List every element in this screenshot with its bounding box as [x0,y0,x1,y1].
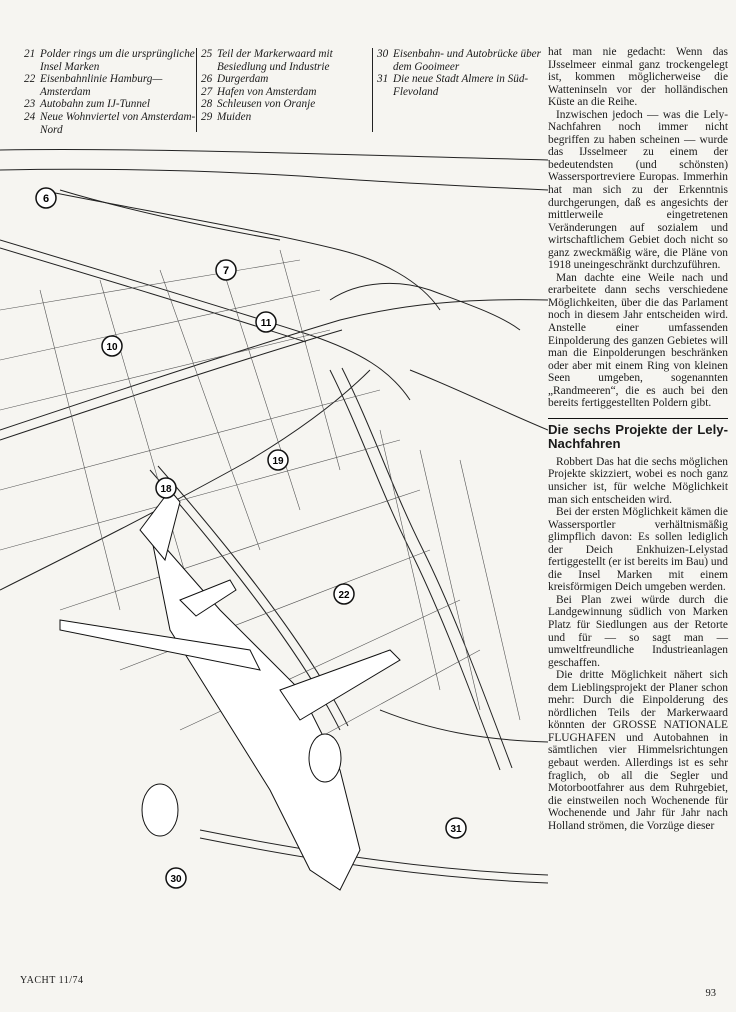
legend-entry: 28 Schleusen von Oranje [201,98,316,111]
bridge-gooimeer [200,830,548,875]
bridge-gooimeer-deck [200,838,548,883]
legend-entry: 29 Muiden [201,110,252,123]
legend-entry: 24 Neue Wohnviertel von Amsterdam-Nord [24,110,196,136]
article-text-column [548,46,728,832]
marker-31 [446,818,466,838]
legend-entry: 21 Polder rings um die ursprüngliche Insel Marken [24,48,195,73]
magazine-issue-label: YACHT 11/74 [20,975,84,986]
highway-south [330,370,500,770]
shoreline-east [330,283,520,330]
coast-marken [410,370,548,430]
svg-text:18: 18 [160,484,172,495]
svg-text:11: 11 [260,318,272,329]
paragraph: Bei der ersten Möglichkeit kämen die Wassersportler verhältnismäßig glimpflich davon: Es sollen lediglich der Deich Enkhuizen-Lelystad fertiggestellt (er ist bereits im Bau) und die Insel Marken mit einem kreisförmigen Deich umgeben werden. [548,506,728,594]
legend-entry: 31 Die neue Stadt Almere in Süd-Flevoland [377,73,529,98]
marker-6 [36,188,56,208]
paragraph: Die dritte Möglichkeit nähert sich dem Lieblingsprojekt der Planer schon mehr: Durch die Einpolderung des nördlichen Teils der Markerwaard könnten der GROSSE NATIONALE FLUGHAFEN und Autobahnen in sämtlichen vier Himmelsrichtungen gebaut werden. Allerdings ist es sehr fraglich, ob all die Segler und Motorbootfahrer aus dem Ruhrgebiet, die einstweilen noch Wochenende für Wochenende und Jahr für Jahr nach Holland strömen, die Vorzüge dieser [548,669,728,832]
paragraph: Bei Plan zwei würde durch die Landgewinnung südlich von Marken Platz für Siedlungen aus der Retorte und für — so sagt man — umweltfreundliche Industrieanlagen geschaffen. [548,593,728,669]
marker-18 [156,478,176,498]
legend-column-2 [196,48,375,132]
road-diagonal [0,370,370,590]
legend-entry: 30 Eisenbahn- und Autobrücke über dem Gooimeer [377,48,541,73]
section-heading: Die sechs Projekte der Lely-Nachfahren [548,418,728,452]
paragraph: Man dachte eine Weile nach und erarbeitete dann sechs verschiedene Möglichkeiten, über die das Parlament noch in diesem Jahr entscheiden wird. Anstelle einer umfassenden Einpolderung des ganzen Gebietes will man die Einpolderungen beschränken oder aber mit einem Ring von kleinen Seen umgeben, sogenannten „Randmeeren“, die es auch bei den bereits fertiggestellten Poldern gibt. [548,271,728,410]
legend-entry: 25 Teil der Markerwaard mit Besiedlung und Industrie [201,48,333,73]
legend-entry: 22 Eisenbahnlinie Hamburg—Amsterdam [24,73,163,98]
svg-text:30: 30 [170,874,182,885]
svg-text:31: 31 [450,824,462,835]
legend-column-3 [372,48,549,132]
svg-text:22: 22 [338,590,350,601]
legend-column-1 [20,48,200,136]
svg-text:19: 19 [272,456,284,467]
marker-30 [166,868,186,888]
polder-dike-north [40,190,440,310]
paragraph: Robbert Das hat die sechs möglichen Projekte skizziert, wobei es noch ganz unsicher ist, für welche Möglichkeit man sich entscheiden wird. [548,455,728,506]
paragraph: hat man nie gedacht: Wenn das IJsselmeer einmal ganz trockengelegt ist, kommen möglicherweise die Watteninseln vor der holländischen Küste an die Reihe. [548,46,728,109]
highway-ring-lane [0,330,342,440]
shore-gooimeer [380,710,548,742]
legend-entry: 27 Hafen von Amsterdam [201,85,317,98]
svg-text:7: 7 [222,265,230,277]
coastline-far [0,169,548,190]
page-number: 93 [705,988,716,999]
marker-19 [268,450,288,470]
marker-22 [334,584,354,604]
svg-text:10: 10 [106,342,118,353]
legend-entry: 23 Autobahn zum IJ-Tunnel [24,98,151,111]
aerial-illustration [0,130,548,970]
paragraph: Inzwischen jedoch — was die Lely-Nachfahren noch immer nicht begriffen zu haben scheinen — wurde das IJsselmeer zu einem der bedeutendsten (und schönsten) Wassersportreviere Europas. Immerhin hat man sich zu der Erkenntnis durchgerungen, daß es angesichts der mittlerweile eingetretenen Veränderungen auf sozialem und wirtschaftlichem Gebiet doch nicht so ganz zweckmäßig wäre, die Pläne von 1918 uneingeschränkt durchzuführen. [548,108,728,272]
airliner-drawing [60,490,400,890]
legend-entry: 26 Durgerdam [201,73,269,86]
figure-legend [20,48,542,136]
highway-south-lane [342,368,512,768]
horizon-line [0,149,548,160]
marker-7 [216,260,236,280]
marker-10 [102,336,122,356]
svg-text:6: 6 [42,193,50,205]
marker-11 [256,312,276,332]
